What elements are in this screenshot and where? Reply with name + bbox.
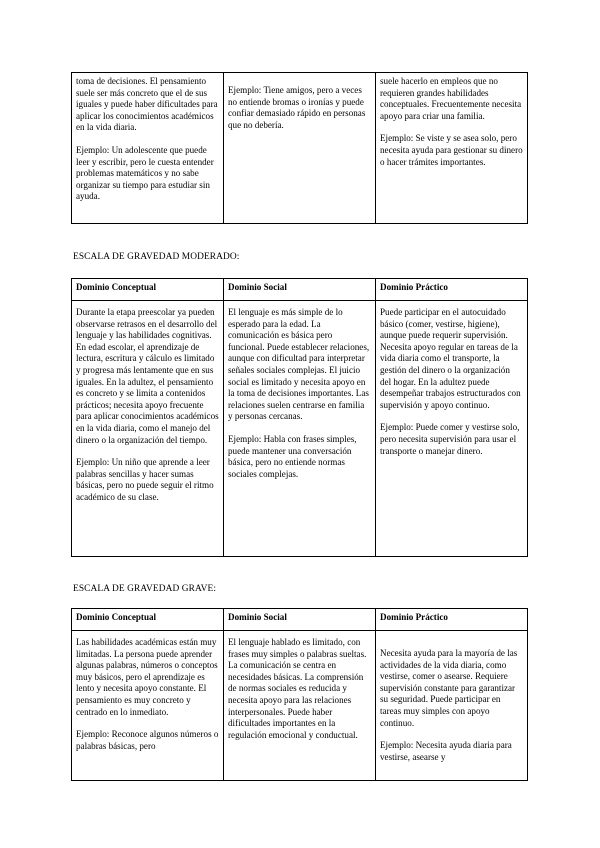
section-title-moderado: ESCALA DE GRAVEDAD MODERADO: bbox=[73, 252, 240, 262]
table-header-row bbox=[72, 609, 528, 631]
table-grave bbox=[71, 608, 528, 781]
cell-conceptual bbox=[72, 301, 224, 557]
cell-text: Puede participar en el autocuidado básico (comer, vestirse, higiene), aunque puede requerir supervisión. Necesita apoyo regular en tareas de la vida diaria como el transporte, la gestión del dinero o la organización del hogar. En la adultez puede desempeñar trabajos estructurados con supervisión y apoyo continuo. bbox=[380, 307, 521, 410]
header-dominio-conceptual: Dominio Conceptual bbox=[72, 279, 224, 301]
header-dominio-conceptual: Dominio Conceptual bbox=[72, 609, 224, 631]
cell-practico bbox=[376, 301, 528, 557]
cell-example: Ejemplo: Tiene amigos, pero a veces no entiende bromas o ironías y puede confiar demasiado rápido en personas que no debería. bbox=[228, 85, 366, 130]
cell-social bbox=[224, 301, 376, 557]
header-dominio-practico: Dominio Práctico bbox=[376, 609, 528, 631]
cell-practico bbox=[376, 631, 528, 781]
table-row bbox=[72, 631, 528, 781]
header-dominio-social: Dominio Social bbox=[224, 609, 376, 631]
cell-example: Ejemplo: Puede comer y vestirse solo, pero necesita supervisión para usar el transporte o manejar dinero. bbox=[380, 422, 520, 456]
cell-text: Las habilidades académicas están muy limitadas. La persona puede aprender algunas palabras, números o conceptos muy básicos, pero el aprendizaje es lento y necesita apoyo constante. El pensamiento es muy concreto y centrado en lo inmediato. bbox=[76, 637, 218, 717]
table-row bbox=[72, 73, 528, 224]
cell-example: Ejemplo: Habla con frases simples, puede mantener una conversación básica, pero no entiende normas sociales complejas. bbox=[228, 433, 357, 479]
table-moderado bbox=[71, 278, 528, 557]
cell-text: Necesita ayuda para la mayoría de las actividades de la vida diaria, como vestirse, comer o asearse. Requiere supervisión constante para garantizar su seguridad. Puede participar en tareas muy simples con apoyo continuo. bbox=[380, 648, 518, 728]
table-leve-continuation bbox=[71, 72, 528, 224]
cell-example: Ejemplo: Necesita ayuda diaria para vestirse, asearse y bbox=[380, 740, 512, 762]
cell-example: Ejemplo: Reconoce algunos números o palabras básicas, pero bbox=[76, 729, 219, 751]
cell-text: El lenguaje hablado es limitado, con frases muy simples o palabras sueltas. La comunicación se centra en necesidades básicas. La comprensión de normas sociales es reducida y necesita apoyo para las relaciones interpersonales. Puede haber dificultades importantes en la regulación emocional y conductual. bbox=[228, 637, 367, 740]
cell-example: Ejemplo: Un adolescente que puede leer y escribir, pero le cuesta entender problemas matemáticos y no sabe organizar su tiempo para estudiar sin ayuda. bbox=[76, 144, 214, 202]
cell-social bbox=[224, 73, 376, 224]
cell-social bbox=[224, 631, 376, 781]
header-dominio-social: Dominio Social bbox=[224, 279, 376, 301]
cell-text: Durante la etapa preescolar ya pueden observarse retrasos en el desarrollo del lenguaje y las habilidades cognitivas. En edad escolar, el aprendizaje de lectura, escritura y cálculo es limitado y progresa más lentamente que en sus iguales. En la adultez, el pensamiento es concreto y se limita a contenidos prácticos; necesita apoyo frecuente para aplicar conocimientos académicos en la vida diaria, como el manejo del dinero o la organización del tiempo. bbox=[76, 307, 219, 445]
cell-conceptual bbox=[72, 631, 224, 781]
cell-text: El lenguaje es más simple de lo esperado para la edad. La comunicación es básica pero funcional. Puede establecer relaciones, aunque con dificultad para interpretar señales sociales complejas. El juicio social es limitado y necesita apoyo en la toma de decisiones importantes. Las relaciones suelen centrarse en familia y personas cercanas. bbox=[228, 307, 370, 422]
cell-conceptual bbox=[72, 73, 224, 224]
cell-practico bbox=[376, 73, 528, 224]
table-header-row bbox=[72, 279, 528, 301]
cell-text: toma de decisiones. El pensamiento suele ser más concreto que el de sus iguales y puede haber dificultades para aplicar los conocimientos académicos en la vida diaria. bbox=[76, 76, 218, 133]
table-row bbox=[72, 301, 528, 557]
cell-example: Ejemplo: Se viste y se asea solo, pero necesita ayuda para gestionar su dinero o hacer trámites importantes. bbox=[380, 133, 523, 167]
cell-text: suele hacerlo en empleos que no requieren grandes habilidades conceptuales. Frecuentemente necesita apoyo para criar una familia. bbox=[380, 76, 522, 121]
header-dominio-practico: Dominio Práctico bbox=[376, 279, 528, 301]
cell-example: Ejemplo: Un niño que aprende a leer palabras sencillas y hacer sumas básicas, pero no puede seguir el ritmo académico de su clase. bbox=[76, 457, 214, 502]
section-title-grave: ESCALA DE GRAVEDAD GRAVE: bbox=[73, 584, 217, 594]
